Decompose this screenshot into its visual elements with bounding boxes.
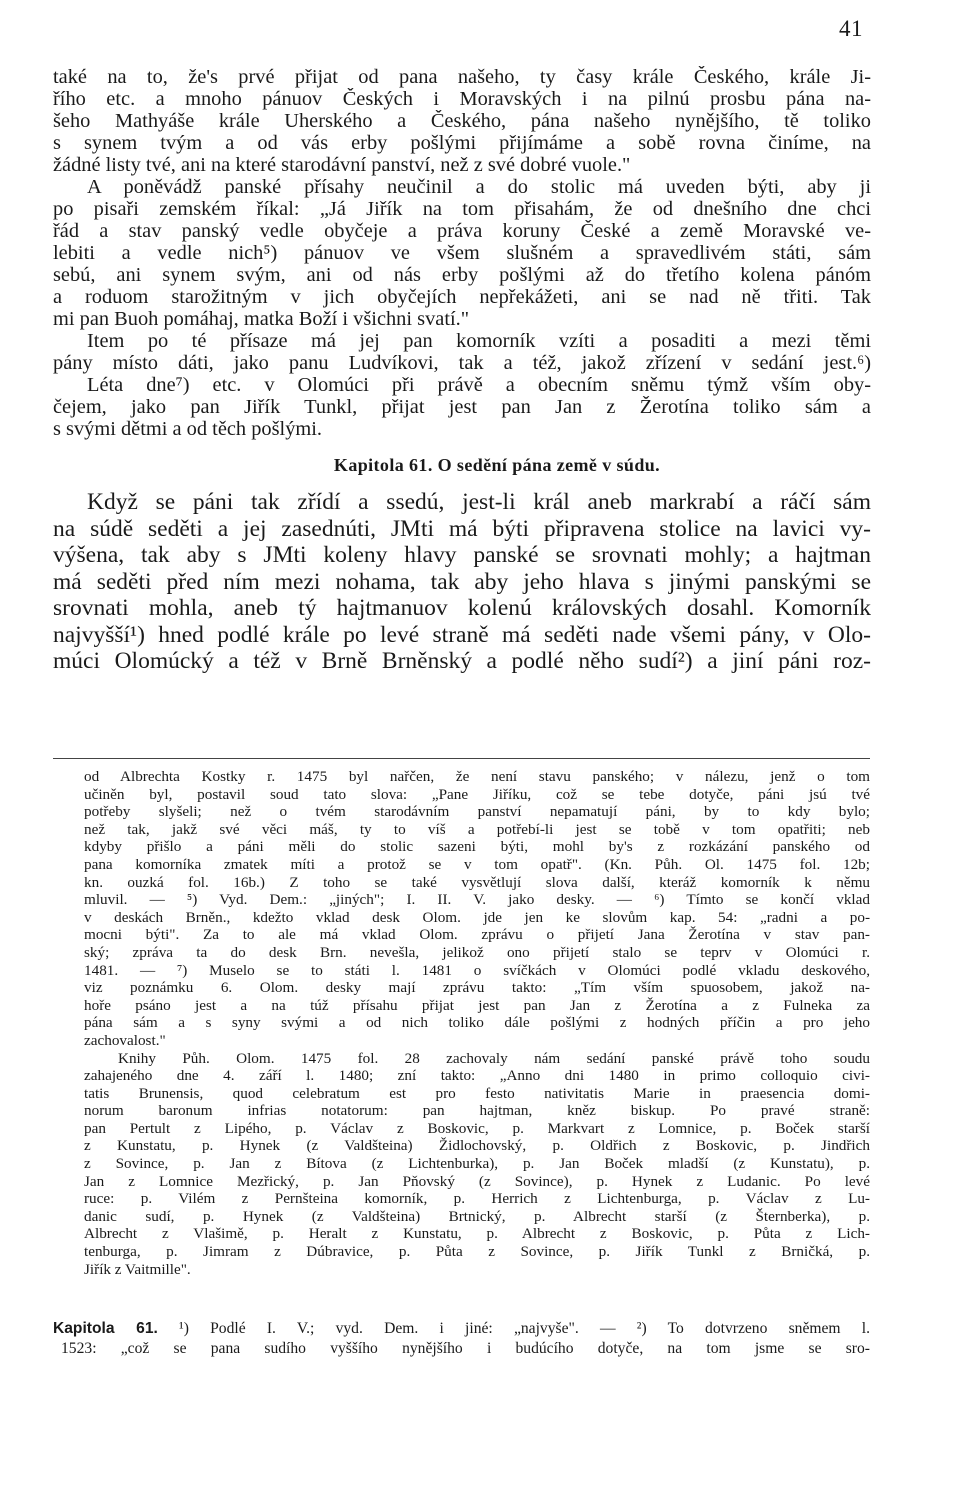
text-line: lebiti a vedle nich⁵) pánuov ve všem slušném a spravedlivém státi, sám xyxy=(53,242,871,264)
footnote-line: z Kunstatu, p. Hynek (z Valdšteina) Židlochovský, p. Oldřich z Boskovic, p. Jindřich xyxy=(84,1137,870,1155)
footnote-line: potřeby slyšeli; než o tvém starodávním panství nepamatují páni, by to kdy bylo; xyxy=(84,803,870,821)
footnote-line: Jiřík z Vaitmille". xyxy=(84,1260,191,1278)
text-line: pány místo dáti, jako panu Ludvíkovi, tak a též, jakož zřízení v sedání jest.⁶) xyxy=(53,352,871,374)
chapter-heading: Kapitola 61. O sedění pána země v súdu. xyxy=(333,455,661,475)
text-line: také na to, že's prvé přijat od pana našeho, ty časy krále Českého, krále Ji- xyxy=(53,66,871,88)
text-line: žádné listy tvé, ani na které starodávní panství, než z své dobré vuole." xyxy=(53,154,631,176)
footnote-line: viz poznámku 6. Olom. desky mají zprávu takto: „Tím vším spuosobem, jakož na- xyxy=(84,979,870,997)
text-line: s svými dětmi a od těch pošlými. xyxy=(53,418,323,440)
footnote-line: danic sudí, p. Hynek (z Valdšteina) Brtnický, p. Albrecht starší (z Šternberka), p. xyxy=(84,1207,870,1225)
footnote-line: mluvil. — ⁵) Vyd. Dem.: „jiných"; I. II. V. jako desky. — ⁶) Tímto se končí vklad xyxy=(84,891,870,909)
footnote-line: hoře psáno jest a na túž přísahu přijat jest pan Jan z Žerotína a z Fulneka za xyxy=(84,996,870,1014)
text-line: výšena, tak aby s JMti koleny hlavy panské se srovnati mohly; a hajtman xyxy=(53,542,871,568)
text-line: sebú, ani synem svým, ani od nás erby pošlými až do třetího kolena pánóm xyxy=(53,264,871,286)
text-line: na súdě seděti a jej zasednúti, JMti má býti připravena stolice na lavici vy- xyxy=(53,515,871,542)
text-line: řád a stav panský vedle obyčeje a práva koruny České a země Moravské ve- xyxy=(53,220,871,242)
text-line: Když se páni tak zřídí a ssedú, jest-li král aneb markrabí a ráčí sám xyxy=(87,489,871,515)
main-text xyxy=(53,66,871,675)
footnotes xyxy=(84,768,870,1278)
footnote-line: z Sovince, p. Jan z Bítova (z Lichtenburka), p. Jan Boček mladší (z Kunstatu), p. xyxy=(84,1155,870,1173)
footnote-line: od Albrechta Kostky r. 1475 byl nařčen, že není stavu panského; v nálezu, jenž o tom xyxy=(84,768,870,785)
footnote-line: norum baronum infrias notatorum: pan hajtman, kněz biskup. Po pravé straně: xyxy=(84,1102,870,1120)
text-line: mi pan Buoh pomáhaj, matka Boží i všichni svatí." xyxy=(53,308,470,330)
text-line: najvyšší¹) hned podlé krále po levé straně má seděti nade všemi pány, v Olo- xyxy=(53,621,871,648)
footnote-line: Knihy Půh. Olom. 1475 fol. 28 zachovaly nám sedání panské právě toho soudu xyxy=(118,1049,870,1067)
footnote-line: mocni býti". Za to ale má vklad Olom. zprávu o přijetí Jana Žerotína v stav pan- xyxy=(84,926,870,944)
chapter-footnote-line xyxy=(53,1319,870,1339)
text-line: a roduom starožitným v jich obyčejích nepřekážeti, ani se nad ně třiti. Tak xyxy=(53,286,871,308)
footnote-line: zachovalost." xyxy=(84,1031,166,1049)
text-line: múci Olomúcký a též v Brně Brněnský a podlé něho sudí²) a jiní páni roz- xyxy=(53,648,871,674)
footnote-line: pan Pertult z Lipého, p. Václav z Boskovic, p. Markvart z Lomnice, p. Boček starší xyxy=(84,1119,870,1137)
text-line: A poněvádž panské přísahy neučinil a do stolic má uveden býti, aby ji xyxy=(87,176,871,198)
text-line: Item po té přísaze má jej pan komorník vzíti a posaditi a mezi těmi xyxy=(87,330,871,352)
footnote-line: pána sám a s syny svými a od nich toliko dále pošlými z hodných příčin a pro jeho xyxy=(84,1014,870,1032)
footnote-line: učiněn byl, postavil soud tato slova: „Pane Jiříku, což se tebe dotyče, páni jsú tvé xyxy=(84,785,870,803)
text-line: šeho Mathyáše krále Uherského a Českého, pána našeho nynějšího, tě toliko xyxy=(53,110,871,132)
chapter-text xyxy=(53,489,871,675)
chapter-footnotes xyxy=(53,1319,870,1359)
footnote-line: v deskách Brněn., kdežto vklad desk Olom. jde jen ke slovům kap. 54: „radni a po- xyxy=(84,908,870,926)
footnote-line: ský; zpráva ta do desk Brn. nevešla, jelikož ono přijetí stalo se teprv v Olomúci r. xyxy=(84,943,870,961)
chapter-footnote-label: Kapitola 61. xyxy=(53,1320,158,1337)
page-number: 41 xyxy=(839,16,863,41)
chapter-footnote-text: ¹) Podlé I. V.; vyd. Dem. i jiné: „najvyše". — ²) To dotvrzeno sněmem l. xyxy=(157,1320,870,1337)
footnote-line: Albrecht z Vlašimě, p. Heralt z Kunstatu, p. Albrecht z Boskovic, p. Půta z Lich- xyxy=(84,1225,870,1243)
footnote-line: než tak, jakž své věci máš, ty to víš a potřebí-li jest se tobě v tom opatřiti; neb xyxy=(84,820,870,838)
footnote-line: ruce: p. Vilém z Pernšteina komorník, p. Herrich z Lichtenburga, p. Václav z Lu- xyxy=(84,1190,870,1208)
footnote-line: tatis Brunensis, quod celebratum est pro festo nativitatis Marie in praesencia domi- xyxy=(84,1084,870,1102)
footnote-line: kn. ouzká fol. 16b.) Z toho se také vysvětlují slova další, kteráž komorník k němu xyxy=(84,873,870,891)
text-line: po pisaři zemském říkal: „Já Jiřík na tom přisahám, že od dnešního dne chci xyxy=(53,198,871,220)
text-line: čejem, jako pan Jiřík Tunkl, přijat jest pan Jan z Žerotína toliko sám a xyxy=(53,396,871,418)
footnote-line: 1481. — ⁷) Muselo se to státi l. 1481 o svíčkách v Olomúci podlé vkladu deskového, xyxy=(84,961,870,979)
chapter-footnote-line: 1523: „což se pana sudího vyššího nynějšího i budúcího dotyče, na tom jsme se sro- xyxy=(61,1340,870,1357)
footnote-line: tenburga, p. Jimram z Dúbravice, p. Půta z Sovince, p. Jiřík Tunkl z Brničká, p. xyxy=(84,1243,870,1261)
text-line: s synem tvým a od vás erby pošlými přijímáme a sobě rovna činíme, na xyxy=(53,132,871,154)
footnote-divider xyxy=(53,758,870,760)
text-line: srovnati mohla, aneb tý hajtmanuov kolenú královských dosahl. Komorník xyxy=(53,595,871,621)
footnote-line: kdyby přišlo a páni měli do stolic sazeni býti, mohl by's z rozkázání panského od xyxy=(84,838,870,856)
footnote-line: pana komorníka zmatek míti a protož se v tom opatř". (Kn. Půh. Ol. 1475 fol. 12b; xyxy=(84,855,870,873)
text-line: řího etc. a mnoho pánuov Českých i Moravských i na pilnú prosbu pána na- xyxy=(53,88,871,110)
footnote-line: Jan z Lomnice Mezřický, p. Jan Pňovský (z Sovince), p. Hynek z Ludanic. Po levé xyxy=(84,1172,870,1190)
text-line: Léta dne⁷) etc. v Olomúci při právě a obecním sněmu týmž vším oby- xyxy=(87,374,871,396)
footnote-line: zahajeného dne 4. září l. 1480; zní takto: „Anno dni 1480 in primo colloquio civi- xyxy=(84,1067,870,1085)
text-line: má seděti před ním mezi nohama, tak aby jeho hlava s jinými panskými se xyxy=(53,568,871,595)
